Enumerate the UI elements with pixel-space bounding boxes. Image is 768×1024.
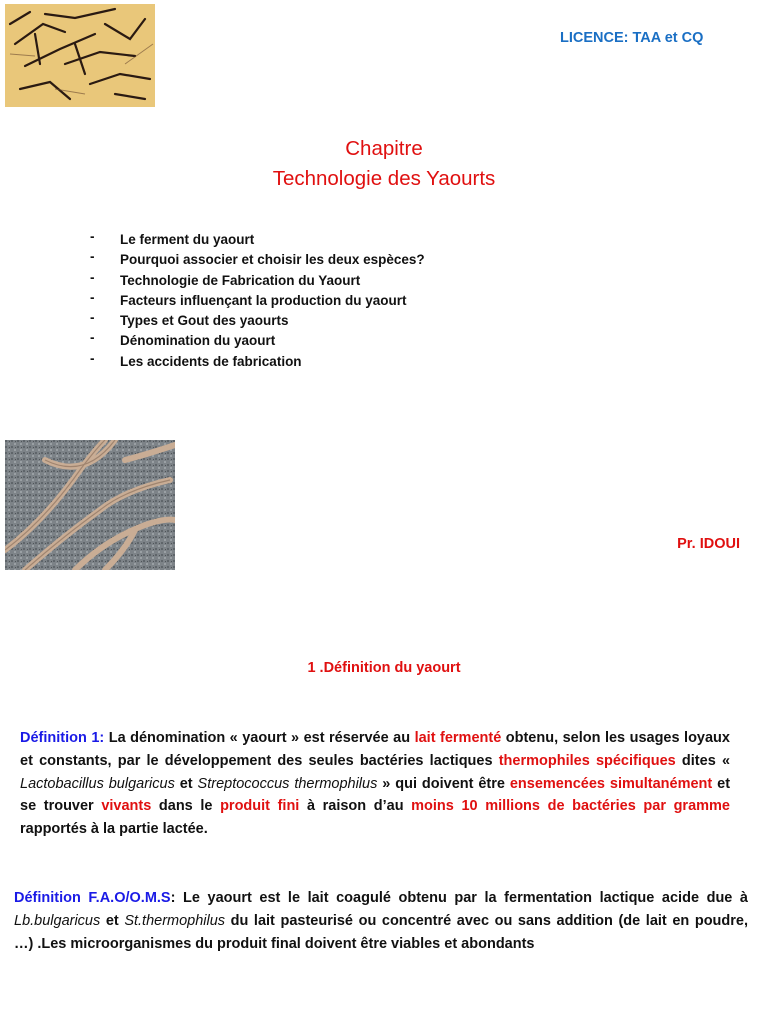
licence-label: LICENCE: TAA et CQ: [560, 30, 704, 46]
chapter-title-line1: Chapitre: [345, 137, 423, 160]
highlight-term: lait fermenté: [414, 730, 502, 746]
highlight-term: ensemencées simultanément: [509, 775, 713, 792]
outline-item: - Pourquoi associer et choisir les deux espèces?: [90, 249, 425, 268]
dash-bullet: -: [90, 350, 95, 366]
dash-bullet: -: [90, 269, 95, 285]
outline-item: - Dénomination du yaourt: [90, 330, 276, 349]
species-name: Lactobacillus bulgaricus: [20, 775, 175, 792]
lactobacillus-micrograph-image: [5, 440, 175, 570]
outline-item: - Technologie de Fabrication du Yaourt: [90, 269, 361, 288]
author-name: Pr. IDOUI: [677, 536, 740, 552]
chapter-outline-list: [88, 230, 425, 372]
bacteria-micrograph-image: [5, 4, 155, 107]
highlight-term: moins 10 millions de bactéries par gramme: [411, 798, 730, 815]
outline-item: - Types et Gout des yaourts: [90, 310, 289, 329]
definition-fao-paragraph: Définition F.A.O/O.M.S: Le yaourt est le lait coagulé obtenu par la fermentation lactique acide due à Lb.bulgaricus et St.thermophilus du lait pasteurisé ou concentré avec ou sans addition (de lait en poudre, …) .Les microorganismes du produit final doivent être viables et abondants: [14, 890, 748, 952]
section-heading: 1 .Définition du yaourt: [307, 660, 461, 676]
species-name: Streptococcus thermophilus: [197, 775, 378, 792]
dash-bullet: -: [90, 249, 95, 265]
outline-item: - Les accidents de fabrication: [90, 350, 302, 369]
definition-1-paragraph: Définition 1: La dénomination « yaourt » est réservée au lait fermenté obtenu, selon les usages loyaux et constants, par le développement des seules bactéries lactiques thermophiles spécifiques dites « Lactobacillus bulgaricus et Streptococcus thermophilus » qui doivent être ensemencées simultanément et se trouver vivants dans le produit fini à raison d’au moins 10 millions de bactéries par gramme rapportés à la partie lactée.: [20, 730, 731, 838]
highlight-term: produit fini: [220, 798, 300, 815]
outline-item: - Facteurs influençant la production du yaourt: [90, 289, 407, 308]
definition-1-label: Définition 1: [20, 730, 100, 746]
dash-bullet: -: [90, 289, 95, 305]
highlight-term: thermophiles spécifiques: [498, 752, 676, 769]
species-name: Lb.bulgaricus: [14, 912, 101, 929]
highlight-term: vivants: [101, 798, 152, 815]
dash-bullet: -: [90, 229, 95, 244]
outline-item: - Le ferment du yaourt: [90, 229, 255, 247]
definition-fao-label: Définition F.A.O/O.M.S: [14, 890, 171, 906]
chapter-title-line2: Technologie des Yaourts: [272, 167, 496, 190]
dash-bullet: -: [90, 330, 95, 346]
dash-bullet: -: [90, 310, 95, 326]
species-name: St.thermophilus: [124, 912, 226, 929]
chapter-title: [0, 134, 768, 194]
